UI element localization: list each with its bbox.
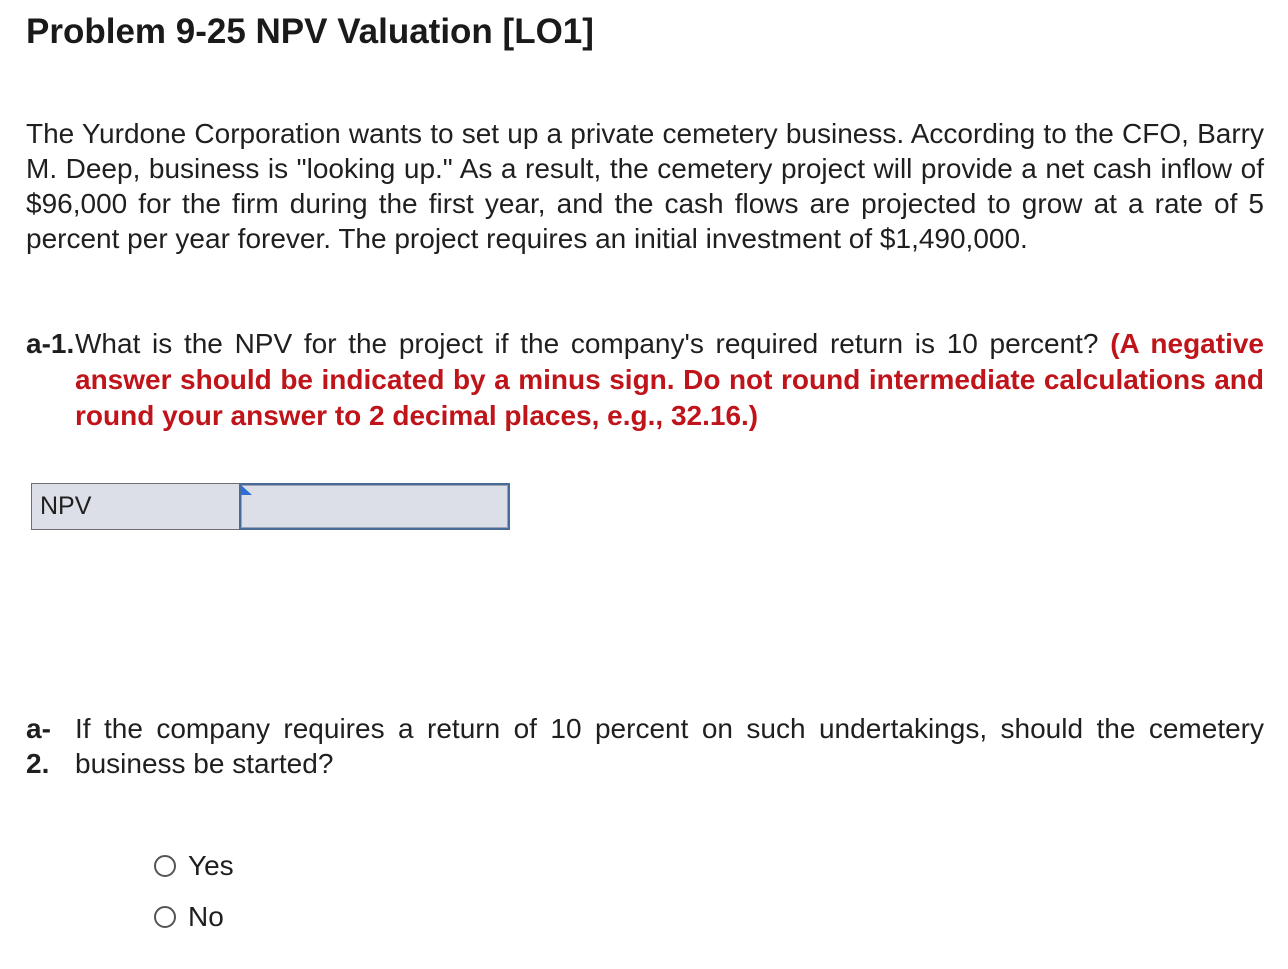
npv-input-cell[interactable]: [239, 483, 510, 530]
question-a2-number-line2: 2.: [26, 748, 50, 779]
question-a2-number-line1: a-: [26, 713, 51, 744]
question-a1-text: What is the NPV for the project if the company's required return is 10 percent?: [75, 328, 1099, 359]
npv-input[interactable]: [241, 485, 508, 528]
question-a1-instruction: (A negative answer should be indicated by a minus sign. Do not round intermediate calculations and round your answer to 2 decimal places, e.g., 32.16.): [75, 328, 1265, 431]
npv-answer-table: [31, 483, 510, 530]
problem-description: The Yurdone Corporation wants to set up a private cemetery business. According to the CFO, Barry M. Deep, business is "looking up." As a result, the cemetery project will provide a net cash inflow of $96,000 for the firm during the first year, and the cash flows are projected to grow at a rate of 5 percent per year forever. The project requires an initial investment of $1,490,000.: [26, 118, 1264, 254]
option-no[interactable]: [154, 897, 234, 937]
npv-row-label: NPV: [31, 483, 239, 530]
option-no-label[interactable]: No: [188, 901, 224, 932]
question-a1-number: a-1.: [26, 328, 75, 359]
problem-title: Problem 9-25 NPV Valuation [LO1]: [26, 12, 594, 51]
question-a1-body: [75, 326, 1264, 434]
question-a2-text: If the company requires a return of 10 percent on such undertakings, should the cemetery business be started?: [75, 713, 1264, 779]
question-a2-number: [26, 711, 51, 781]
required-field-flag-icon: [241, 485, 252, 495]
radio-yes[interactable]: [154, 855, 176, 877]
question-a1: [26, 326, 1264, 434]
option-yes-label[interactable]: Yes: [188, 850, 234, 881]
radio-no[interactable]: [154, 906, 176, 928]
answer-options: [154, 846, 234, 948]
question-a2: [26, 711, 1264, 781]
option-yes[interactable]: [154, 846, 234, 886]
